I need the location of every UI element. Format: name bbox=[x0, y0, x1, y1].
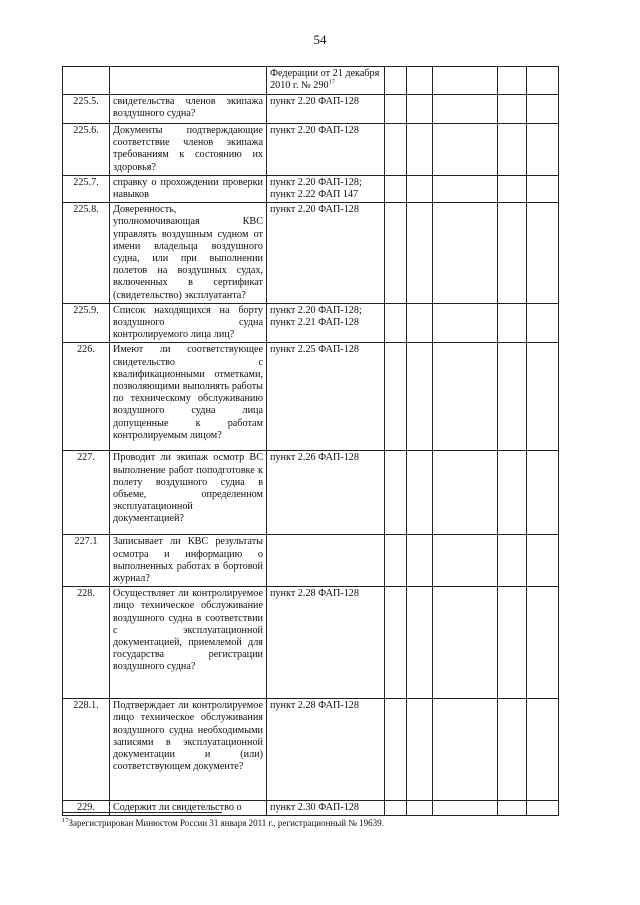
reference-cell bbox=[267, 451, 385, 535]
empty-cell bbox=[527, 343, 559, 451]
empty-cell bbox=[385, 343, 407, 451]
reference-cell bbox=[267, 587, 385, 699]
item-number-cell: 225.5. bbox=[63, 95, 110, 124]
footnote-marker: 17 bbox=[62, 817, 69, 824]
item-number-cell: 226. bbox=[63, 343, 110, 451]
empty-cell bbox=[407, 451, 433, 535]
empty-cell bbox=[498, 303, 527, 343]
empty-cell bbox=[433, 587, 498, 699]
item-number-cell: 228.1. bbox=[63, 699, 110, 801]
item-number-cell: 225.8. bbox=[63, 203, 110, 304]
empty-cell bbox=[433, 451, 498, 535]
empty-cell bbox=[498, 451, 527, 535]
empty-cell bbox=[385, 587, 407, 699]
footnote-text: Зарегистрирован Минюстом России 31 января 2011 г., регистрационный № 19639. bbox=[68, 818, 384, 828]
reference-text: пункт 2.28 ФАП-128 bbox=[270, 588, 359, 600]
empty-cell bbox=[407, 587, 433, 699]
question-cell: Содержит ли свидетельство о bbox=[110, 801, 267, 816]
table-row bbox=[63, 124, 559, 176]
empty-cell bbox=[385, 699, 407, 801]
question-cell: Список находящихся на борту воздушного судна контролируемого лица лиц? bbox=[110, 303, 267, 343]
table-row bbox=[63, 451, 559, 535]
reference-text: пункт 2.25 ФАП-128 bbox=[270, 344, 359, 356]
table-row bbox=[63, 175, 559, 202]
empty-cell bbox=[527, 95, 559, 124]
empty-cell bbox=[498, 203, 527, 304]
table-row bbox=[63, 801, 559, 816]
empty-cell bbox=[385, 67, 407, 95]
table-row bbox=[63, 699, 559, 801]
empty-cell bbox=[498, 535, 527, 587]
empty-cell bbox=[407, 67, 433, 95]
reference-cell bbox=[267, 95, 385, 124]
item-number-cell: 225.9. bbox=[63, 303, 110, 343]
empty-cell bbox=[527, 587, 559, 699]
reference-text: пункт 2.20 ФАП-128 bbox=[270, 125, 359, 136]
question-cell: Проводит ли экипаж осмотр ВС выполнение работ поподготовке к полету воздушного судна в объеме, определенном эксплуатационной документацией? bbox=[110, 451, 267, 535]
item-number-cell: 227. bbox=[63, 451, 110, 535]
page-number: 54 bbox=[313, 32, 327, 47]
empty-cell bbox=[385, 175, 407, 202]
empty-cell bbox=[498, 95, 527, 124]
empty-cell bbox=[407, 303, 433, 343]
question-cell: Подтверждает ли контролируемое лицо техническое обслуживания воздушного судна необходимыми записями в эксплуатационной документации и (или) соответствующем документе? bbox=[110, 699, 267, 801]
reference-cell bbox=[267, 343, 385, 451]
reference-cell bbox=[267, 124, 385, 176]
empty-cell bbox=[527, 67, 559, 95]
reference-cell bbox=[267, 175, 385, 202]
empty-cell bbox=[407, 535, 433, 587]
question-cell: Имеют ли соответствующее свидетельство с квалификационными отметками, позволяющими выполнять работы по техническому обслуживанию воздушного судна лица допущенные к работам контролируемым лицом? bbox=[110, 343, 267, 451]
empty-cell bbox=[433, 699, 498, 801]
empty-cell bbox=[433, 67, 498, 95]
empty-cell bbox=[385, 801, 407, 816]
empty-cell bbox=[527, 175, 559, 202]
footnote bbox=[62, 818, 582, 829]
reference-cell bbox=[267, 535, 385, 587]
question-cell: Записывает ли КВС результаты осмотра и информацию о выполненных работах в бортовой журнал? bbox=[110, 535, 267, 587]
reference-text: пункт 2.20 ФАП-128; пункт 2.22 ФАП 147 bbox=[270, 176, 362, 201]
empty-cell bbox=[407, 699, 433, 801]
empty-cell bbox=[498, 343, 527, 451]
table-row bbox=[63, 343, 559, 451]
reference-cell bbox=[267, 67, 385, 95]
reference-cell bbox=[267, 303, 385, 343]
question-cell: Осуществляет ли контролируемое лицо техническое обслуживание воздушного судна в соответствии с эксплуатационной документацией, приемлемой для государства регистрации воздушного судна? bbox=[110, 587, 267, 699]
empty-cell bbox=[407, 203, 433, 304]
footnote-ref-marker: 17 bbox=[328, 78, 336, 86]
empty-cell bbox=[385, 451, 407, 535]
empty-cell bbox=[407, 95, 433, 124]
reference-cell bbox=[267, 801, 385, 816]
empty-cell bbox=[433, 535, 498, 587]
empty-cell bbox=[385, 95, 407, 124]
table-row bbox=[63, 587, 559, 699]
footnote-separator bbox=[62, 812, 222, 813]
empty-cell bbox=[527, 303, 559, 343]
empty-cell bbox=[527, 203, 559, 304]
item-number-cell: 229. bbox=[63, 801, 110, 816]
item-number-cell: 227.1 bbox=[63, 535, 110, 587]
checklist-table bbox=[62, 66, 559, 816]
empty-cell bbox=[498, 699, 527, 801]
reference-text: Федерации от 21 декабря 2010 г. № 290 bbox=[270, 68, 380, 92]
question-cell bbox=[110, 67, 267, 95]
empty-cell bbox=[527, 535, 559, 587]
item-number-cell bbox=[63, 67, 110, 95]
empty-cell bbox=[498, 124, 527, 176]
question-cell: справку о прохождении проверки навыков bbox=[110, 175, 267, 202]
empty-cell bbox=[407, 175, 433, 202]
empty-cell bbox=[433, 95, 498, 124]
reference-text: пункт 2.20 ФАП-128 bbox=[270, 96, 359, 107]
table-row bbox=[63, 67, 559, 95]
empty-cell bbox=[407, 124, 433, 176]
empty-cell bbox=[433, 801, 498, 816]
empty-cell bbox=[498, 67, 527, 95]
empty-cell bbox=[385, 203, 407, 304]
empty-cell bbox=[433, 303, 498, 343]
empty-cell bbox=[498, 175, 527, 202]
question-cell: Доверенность, уполномочивающая КВС управлять воздушным судном от имени владельца воздушного судна, или при выполнении полетов на воздушных судах, включенных в сертификат (свидетельство) эксплуатанта? bbox=[110, 203, 267, 304]
empty-cell bbox=[433, 203, 498, 304]
item-number-cell: 225.7. bbox=[63, 175, 110, 202]
question-cell: Документы подтверждающие соответствие членов экипажа требованиям к состоянию их здоровья? bbox=[110, 124, 267, 176]
item-number-cell: 228. bbox=[63, 587, 110, 699]
empty-cell bbox=[385, 535, 407, 587]
table-row bbox=[63, 303, 559, 343]
reference-text: пункт 2.28 ФАП-128 bbox=[270, 700, 359, 712]
question-cell: свидетельства членов экипажа воздушного судна? bbox=[110, 95, 267, 124]
reference-text: пункт 2.20 ФАП-128; пункт 2.21 ФАП-128 bbox=[270, 304, 362, 329]
empty-cell bbox=[527, 124, 559, 176]
empty-cell bbox=[407, 801, 433, 816]
table-row bbox=[63, 535, 559, 587]
reference-text: пункт 2.26 ФАП-128 bbox=[270, 452, 359, 464]
empty-cell bbox=[385, 124, 407, 176]
empty-cell bbox=[433, 343, 498, 451]
empty-cell bbox=[433, 175, 498, 202]
empty-cell bbox=[498, 587, 527, 699]
empty-cell bbox=[527, 699, 559, 801]
table-row bbox=[63, 95, 559, 124]
empty-cell bbox=[527, 451, 559, 535]
reference-cell bbox=[267, 203, 385, 304]
empty-cell bbox=[385, 303, 407, 343]
empty-cell bbox=[527, 801, 559, 816]
reference-text: пункт 2.30 ФАП-128 bbox=[270, 802, 359, 814]
empty-cell bbox=[498, 801, 527, 816]
empty-cell bbox=[407, 343, 433, 451]
table-row bbox=[63, 203, 559, 304]
empty-cell bbox=[433, 124, 498, 176]
reference-text: пункт 2.20 ФАП-128 bbox=[270, 204, 359, 216]
reference-cell bbox=[267, 699, 385, 801]
item-number-cell: 225.6. bbox=[63, 124, 110, 176]
